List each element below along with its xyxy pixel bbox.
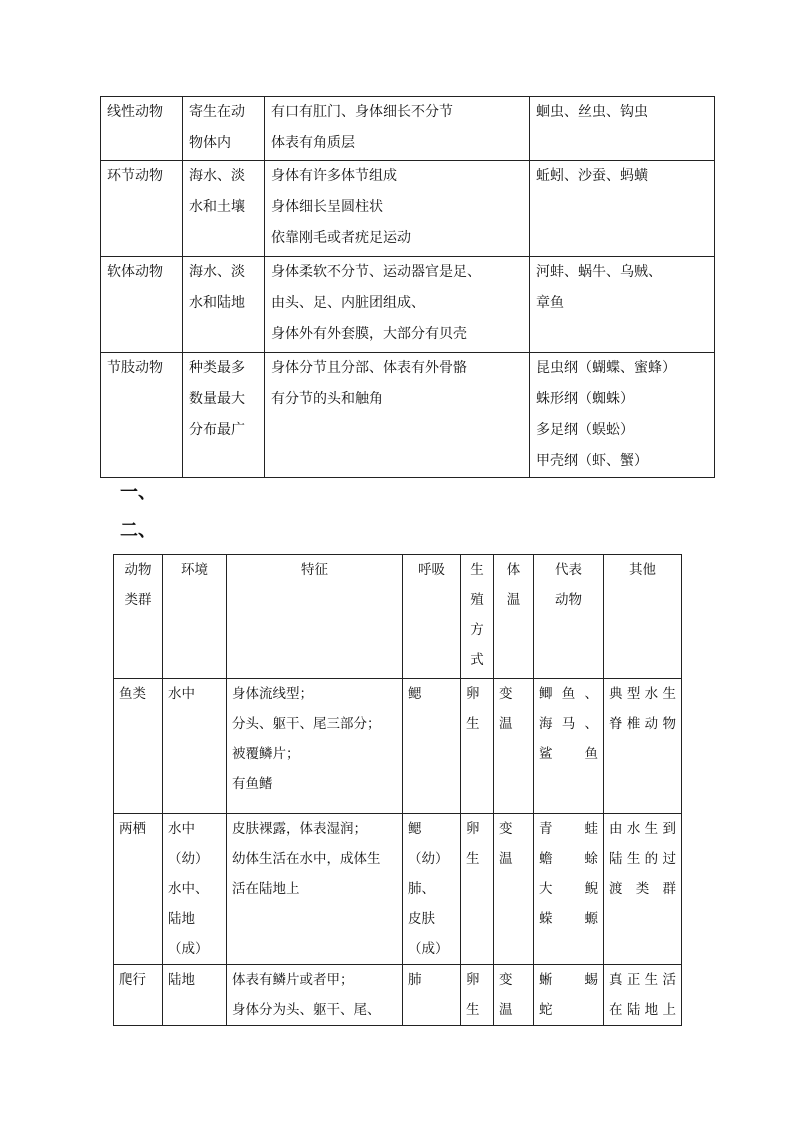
group-cell-line: 两栖	[119, 821, 146, 837]
examples-cell-line: 鲫鱼、	[539, 686, 598, 702]
header-group-cell-line: 类群	[124, 592, 152, 608]
habitat-cell-line: （成）	[168, 941, 209, 957]
habitat-cell-line: 水中	[168, 686, 195, 702]
examples-cell	[534, 965, 604, 1026]
features-cell-line: 活在陆地上	[232, 881, 300, 897]
features-cell-line: 身体分节且分部、体表有外骨骼	[271, 360, 467, 376]
group-cell-line: 软体动物	[107, 264, 163, 280]
body-temp-cell	[494, 965, 534, 1026]
examples-cell-line: 蛛形纲（蜘蛛）	[536, 391, 634, 407]
examples-cell-line: 蛇	[539, 1002, 553, 1018]
group-cell	[114, 679, 163, 814]
group-cell-line: 鱼类	[119, 686, 146, 702]
habitat-cell-line: 分布最广	[189, 422, 245, 438]
invertebrate-table	[100, 96, 715, 478]
header-reproduction-cell-line: 生	[470, 562, 484, 578]
examples-cell-line: 甲壳纲（虾、蟹）	[536, 453, 648, 469]
header-reproduction-cell	[461, 555, 494, 679]
reproduction-cell	[461, 814, 494, 965]
features-cell-line: 有口有肛门、身体细长不分节	[271, 104, 453, 120]
reproduction-cell	[461, 679, 494, 814]
reproduction-cell-line: 生	[466, 851, 480, 867]
reproduction-cell-line: 卵	[466, 686, 480, 702]
features-cell-line: 身体分为头、躯干、尾、	[232, 1002, 381, 1018]
habitat-cell-line: 水和土壤	[189, 199, 245, 215]
header-body-temp-cell-line: 体	[506, 562, 521, 578]
table-row	[101, 353, 715, 478]
examples-cell-line: 章鱼	[536, 295, 564, 311]
reproduction-cell-line: 卵	[466, 821, 480, 837]
habitat-cell-line: 水中	[168, 821, 195, 837]
examples-cell	[530, 161, 715, 257]
table-row	[101, 97, 715, 161]
examples-cell	[534, 679, 604, 814]
table-row	[114, 965, 682, 1026]
other-cell	[604, 814, 682, 965]
features-cell-line: 依靠刚毛或者疣足运动	[271, 230, 411, 246]
features-cell-line: 身体有许多体节组成	[271, 168, 397, 184]
breathing-cell	[403, 814, 461, 965]
breathing-cell-line: （成）	[408, 941, 449, 957]
examples-cell-line: 海马、	[539, 716, 598, 732]
header-body-temp-cell-line: 温	[506, 592, 521, 608]
table-row	[101, 161, 715, 257]
header-other-cell-line: 其他	[629, 562, 656, 578]
body-temp-cell	[494, 679, 534, 814]
reproduction-cell-line: 卵	[466, 972, 480, 988]
features-cell-line: 由头、足、内脏团组成、	[271, 295, 425, 311]
breathing-cell-line: 皮肤	[408, 911, 435, 927]
header-breathing-cell	[403, 555, 461, 679]
examples-cell-line: 蜥蜴	[539, 972, 598, 988]
features-cell-line: 体表有鳞片或者甲；	[232, 972, 354, 988]
body-temp-cell-line: 温	[499, 1002, 513, 1018]
header-examples-cell-line: 代表	[555, 562, 582, 578]
features-cell-line: 分头、躯干、尾三部分；	[232, 716, 381, 732]
body-temp-cell-line: 变	[499, 821, 513, 837]
other-cell-line: 典型水生	[609, 686, 676, 702]
habitat-cell-line: 水和陆地	[189, 295, 245, 311]
examples-cell-line: 鲨鱼	[539, 746, 598, 762]
features-cell	[265, 161, 530, 257]
habitat-cell-line: 数量最大	[189, 391, 245, 407]
other-cell-line: 渡类群	[609, 881, 676, 897]
header-habitat-cell	[163, 555, 227, 679]
features-cell-line: 身体流线型；	[232, 686, 313, 702]
features-cell	[265, 97, 530, 161]
examples-cell-line: 蚯蚓、沙蚕、蚂蟥	[536, 168, 648, 184]
header-features-cell	[227, 555, 403, 679]
header-features-cell-line: 特征	[301, 562, 328, 578]
habitat-cell	[183, 161, 265, 257]
group-cell	[114, 965, 163, 1026]
breathing-cell-line: 肺、	[408, 881, 435, 897]
features-cell	[227, 679, 403, 814]
features-cell-line: 身体柔软不分节、运动器官是足、	[271, 264, 481, 280]
features-cell-line: 皮肤裸露，体表湿润；	[232, 821, 367, 837]
habitat-cell	[183, 257, 265, 353]
header-examples-cell-line: 动物	[555, 592, 582, 608]
section-heading-2: 二、	[120, 520, 156, 541]
group-cell	[101, 257, 183, 353]
body-temp-cell	[494, 814, 534, 965]
examples-cell	[534, 814, 604, 965]
examples-cell-line: 大鲵	[539, 881, 598, 897]
group-cell	[114, 814, 163, 965]
section-heading-1: 一、	[120, 482, 156, 503]
breathing-cell-line: 鳃	[408, 686, 422, 702]
other-cell-line: 由水生到	[609, 821, 676, 837]
habitat-cell	[163, 814, 227, 965]
group-cell	[101, 97, 183, 161]
group-cell	[101, 161, 183, 257]
habitat-cell-line: 种类最多	[189, 360, 245, 376]
body-temp-cell-line: 温	[499, 716, 513, 732]
habitat-cell-line: （幼）	[168, 851, 209, 867]
header-group-cell	[114, 555, 163, 679]
body-temp-cell-line: 变	[499, 686, 513, 702]
examples-cell	[530, 257, 715, 353]
examples-cell-line: 多足纲（蜈蚣）	[536, 422, 634, 438]
group-cell-line: 节肢动物	[107, 360, 163, 376]
group-cell	[101, 353, 183, 478]
other-cell	[604, 965, 682, 1026]
habitat-cell-line: 陆地	[168, 911, 195, 927]
habitat-cell-line: 陆地	[168, 972, 195, 988]
examples-cell-line: 青蛙	[539, 821, 598, 837]
habitat-cell-line: 海水、淡	[189, 264, 245, 280]
breathing-cell-line: （幼）	[408, 851, 449, 867]
habitat-cell	[183, 97, 265, 161]
breathing-cell	[403, 965, 461, 1026]
habitat-cell	[163, 679, 227, 814]
other-cell	[604, 679, 682, 814]
examples-cell	[530, 353, 715, 478]
reproduction-cell	[461, 965, 494, 1026]
habitat-cell-line: 海水、淡	[189, 168, 245, 184]
features-cell-line: 体表有角质层	[271, 135, 355, 151]
reproduction-cell-line: 生	[466, 716, 480, 732]
breathing-cell-line: 鳃	[408, 821, 422, 837]
examples-cell-line: 蛔虫、丝虫、钩虫	[536, 104, 648, 120]
group-cell-line: 爬行	[119, 972, 146, 988]
features-cell-line: 有分节的头和触角	[271, 391, 383, 407]
table-row	[101, 257, 715, 353]
vertebrate-table	[113, 554, 682, 1026]
features-cell	[265, 353, 530, 478]
header-habitat-cell-line: 环境	[181, 562, 208, 578]
table-row	[114, 679, 682, 814]
table-row	[114, 814, 682, 965]
examples-cell-line: 河蚌、蜗牛、乌贼、	[536, 264, 662, 280]
group-cell-line: 环节动物	[107, 168, 163, 184]
header-other-cell	[604, 555, 682, 679]
features-cell-line: 幼体生活在水中，成体生	[232, 851, 381, 867]
other-cell-line: 陆生的过	[609, 851, 676, 867]
features-cell	[227, 965, 403, 1026]
header-body-temp-cell	[494, 555, 534, 679]
other-cell-line: 脊椎动物	[609, 716, 676, 732]
habitat-cell-line: 寄生在动	[189, 104, 245, 120]
table-header-row	[114, 555, 682, 679]
reproduction-cell-line: 生	[466, 1002, 480, 1018]
habitat-cell	[183, 353, 265, 478]
group-cell-line: 线性动物	[107, 104, 163, 120]
header-reproduction-cell-line: 殖	[470, 592, 484, 608]
features-cell-line: 有鱼鳍	[232, 776, 273, 792]
body-temp-cell-line: 温	[499, 851, 513, 867]
other-cell-line: 在陆地上	[609, 1002, 676, 1018]
examples-cell-line: 昆虫纲（蝴蝶、蜜蜂）	[536, 360, 676, 376]
features-cell-line: 身体细长呈圆柱状	[271, 199, 383, 215]
features-cell-line: 身体外有外套膜，大部分有贝壳	[271, 326, 467, 342]
examples-cell-line: 蝾螈	[539, 911, 598, 927]
header-reproduction-cell-line: 式	[470, 652, 484, 668]
features-cell	[265, 257, 530, 353]
header-group-cell-line: 动物	[124, 562, 152, 578]
header-breathing-cell-line: 呼吸	[418, 562, 445, 578]
habitat-cell	[163, 965, 227, 1026]
features-cell-line: 被覆鳞片；	[232, 746, 300, 762]
habitat-cell-line: 物体内	[189, 135, 231, 151]
breathing-cell-line: 肺	[408, 972, 422, 988]
habitat-cell-line: 水中、	[168, 881, 209, 897]
examples-cell	[530, 97, 715, 161]
breathing-cell	[403, 679, 461, 814]
body-temp-cell-line: 变	[499, 972, 513, 988]
examples-cell-line: 蟾蜍	[539, 851, 598, 867]
other-cell-line: 真正生活	[609, 972, 676, 988]
header-reproduction-cell-line: 方	[470, 622, 484, 638]
header-examples-cell	[534, 555, 604, 679]
features-cell	[227, 814, 403, 965]
